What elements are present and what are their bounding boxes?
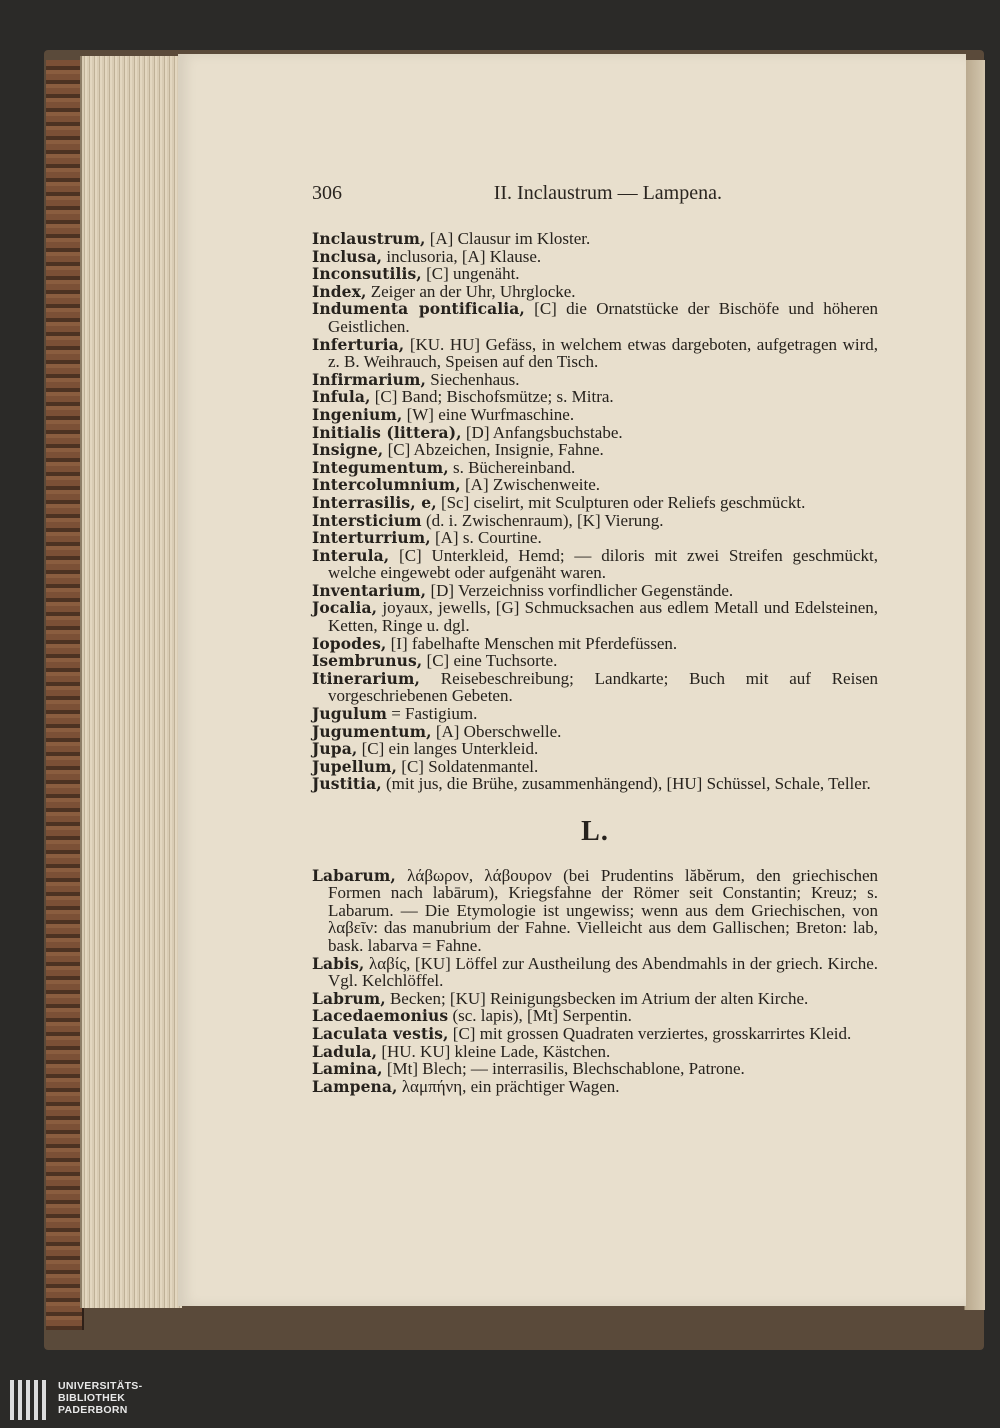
dictionary-entry (312, 1025, 878, 1043)
entry-headword: Infirmarium, (312, 369, 427, 389)
entry-definition: [A] Clausur im Kloster. (425, 229, 591, 248)
entry-headword: Insigne, (312, 440, 384, 460)
entry-headword: Initialis (littera), (312, 422, 462, 442)
entry-headword: Lampena, (312, 1076, 398, 1096)
dictionary-entry (312, 476, 878, 494)
dictionary-entry (312, 300, 878, 335)
entry-headword: Interrasilis, e, (312, 492, 437, 512)
dictionary-entry (312, 1007, 878, 1025)
entries-section-l (312, 867, 878, 1096)
entry-headword: Inconsutilis, (312, 264, 422, 284)
dictionary-entry (312, 529, 878, 547)
entry-definition: λαμπήνη, ein prächtiger Wagen. (397, 1076, 620, 1096)
library-logo-icon (10, 1380, 50, 1420)
entry-headword: Interula, (312, 545, 390, 565)
entry-headword: Laculata vestis, (312, 1023, 449, 1043)
entry-headword: Isembrunus, (312, 651, 423, 671)
entry-definition: inclusoria, [A] Klause. (382, 246, 542, 266)
entry-definition: joyaux, jewells, [G] Schmucksachen aus edlem Metall und Edelsteinen, Ketten, Ringe u. dgl. (328, 598, 878, 636)
entry-definition: [C] Soldatenmantel. (397, 756, 539, 776)
entry-headword: Iopodes, (312, 633, 387, 653)
entry-definition: [A] s. Courtine. (430, 528, 542, 548)
entry-definition: [C] eine Tuchsorte. (422, 651, 558, 671)
entry-definition: [A] Oberschwelle. (431, 721, 562, 741)
library-logo (0, 1374, 200, 1428)
entry-definition: [C] ungenäht. (421, 264, 520, 284)
entry-definition: [C] ein langes Unterkleid. (357, 739, 539, 759)
entry-headword: Inclusa, (312, 246, 383, 266)
entry-definition: [D] Verzeichniss vorfindlicher Gegenstände. (426, 580, 734, 600)
entry-definition: [Mt] Blech; — interrasilis, Blechschablone, Patrone. (382, 1059, 745, 1079)
entry-definition: (sc. lapis), [Mt] Serpentin. (448, 1006, 632, 1026)
entry-definition: (mit jus, die Brühe, zusammenhängend), [HU] Schüssel, Schale, Teller. (381, 774, 871, 794)
dictionary-entry (312, 1060, 878, 1078)
book-page (178, 54, 966, 1306)
running-title: II. Inclaustrum — Lampena. (493, 182, 722, 204)
entry-headword: Jugumentum, (312, 721, 432, 741)
dictionary-entry (312, 265, 878, 283)
dictionary-entry (312, 740, 878, 758)
dictionary-entry (312, 371, 878, 389)
dictionary-entry (312, 230, 878, 248)
dictionary-entry (312, 441, 878, 459)
entry-headword: Labarum, (312, 865, 396, 885)
entry-definition: Siechenhaus. (426, 369, 520, 389)
entry-headword: Ladula, (312, 1041, 378, 1061)
dictionary-entry (312, 635, 878, 653)
entry-headword: Jupellum, (312, 756, 398, 776)
dictionary-entry (312, 283, 878, 301)
entry-headword: Ingenium, (312, 404, 403, 424)
entry-definition: (d. i. Zwischenraum), [K] Vierung. (421, 510, 664, 530)
right-page-edge (964, 60, 985, 1310)
dictionary-entry (312, 758, 878, 776)
entries-section-i (312, 230, 878, 793)
entry-definition: Reisebeschreibung; Landkarte; Buch mit auf Reisen vorgeschriebenen Gebeten. (328, 668, 878, 706)
book-spine (46, 60, 84, 1330)
entry-definition: [C] Unterkleid, Hemd; — diloris mit zwei Streifen geschmückt, welche eingewebt oder aufgenäht waren. (328, 545, 878, 583)
dictionary-entry (312, 388, 878, 406)
library-logo-line2: BIBLIOTHEK (58, 1392, 126, 1404)
entry-definition: [Sc] ciselirt, mit Sculpturen oder Reliefs geschmückt. (436, 492, 806, 512)
dictionary-entry (312, 867, 878, 955)
page-edges (80, 56, 182, 1308)
dictionary-entry (312, 1078, 878, 1096)
dictionary-entry (312, 512, 878, 530)
dictionary-entry (312, 670, 878, 705)
entry-headword: Labis, (312, 953, 365, 973)
page-number: 306 (312, 182, 342, 204)
dictionary-entry (312, 775, 878, 793)
entry-headword: Jugulum (312, 704, 387, 724)
entry-headword: Jupa, (312, 739, 358, 759)
entry-headword: Index, (312, 281, 367, 301)
entry-headword: Integumentum, (312, 457, 449, 477)
entry-definition: λάβωρον, λάβουρον (bei Prudentins lăbĕrum, den griechischen Formen nach labārum), Kriegsfahne der Römer seit Constantin; Kreuz; s. Labarum. — Die Etymologie ist ungewiss; wenn aus dem Griechischen, von λαβεῖν: das manubrium der Fahne. Vielleicht aus dem Gallischen; Breton: lab, bask. labarva = Fahne. (328, 865, 878, 955)
dictionary-entry (312, 990, 878, 1008)
page-header (312, 182, 722, 212)
entry-definition: s. Büchereinband. (448, 457, 576, 477)
entry-definition: [D] Anfangsbuchstabe. (461, 422, 623, 442)
section-letter: L. (581, 816, 609, 847)
entry-definition: Becken; [KU] Reinigungsbecken im Atrium der alten Kirche. (385, 988, 809, 1008)
entry-definition: [HU. KU] kleine Lade, Kästchen. (377, 1041, 611, 1061)
dictionary-entries (312, 230, 878, 1095)
entry-headword: Infula, (312, 387, 371, 407)
entry-definition: = Fastigium. (386, 704, 478, 724)
dictionary-entry (312, 424, 878, 442)
dictionary-entry (312, 1043, 878, 1061)
entry-headword: Jocalia, (312, 598, 378, 618)
dictionary-entry (312, 547, 878, 582)
dictionary-entry (312, 955, 878, 990)
entry-definition: [C] Abzeichen, Insignie, Fahne. (383, 440, 604, 460)
dictionary-entry (312, 582, 878, 600)
entry-headword: Labrum, (312, 988, 386, 1008)
entry-headword: Inferturia, (312, 334, 405, 354)
entry-definition: [C] die Ornatstücke der Bischöfe und höheren Geistlichen. (328, 299, 878, 336)
entry-definition: [C] mit grossen Quadraten verziertes, grosskarrirtes Kleid. (448, 1023, 852, 1043)
entry-headword: Justitia, (312, 774, 382, 794)
entry-headword: Intercolumnium, (312, 475, 461, 495)
entry-headword: Interturrium, (312, 528, 431, 548)
entry-definition: [KU. HU] Gefäss, in welchem etwas dargeboten, aufgetragen wird, z. B. Weihrauch, Speisen auf den Tisch. (328, 334, 878, 372)
dictionary-entry (312, 599, 878, 634)
entry-headword: Lacedaemonius (312, 1006, 449, 1026)
dictionary-entry (312, 459, 878, 477)
entry-headword: Inventarium, (312, 580, 427, 600)
entry-headword: Intersticium (312, 510, 422, 530)
library-logo-line1: UNIVERSITÄTS- (58, 1380, 143, 1392)
entry-headword: Lamina, (312, 1059, 383, 1079)
entry-definition: λαβίς, [KU] Löffel zur Austheilung des Abendmahls in der griech. Kirche. Vgl. Kelchlöffel. (328, 953, 878, 991)
entry-definition: [I] fabelhafte Menschen mit Pferdefüssen. (386, 633, 678, 653)
library-logo-text (58, 1380, 142, 1416)
entry-headword: Inclaustrum, (312, 229, 426, 248)
dictionary-entry (312, 723, 878, 741)
entry-definition: Zeiger an der Uhr, Uhrglocke. (366, 281, 576, 301)
entry-definition: [W] eine Wurfmaschine. (402, 404, 575, 424)
dictionary-entry (312, 248, 878, 266)
entry-headword: Itinerarium, (312, 668, 420, 688)
dictionary-entry (312, 336, 878, 371)
library-logo-line3: PADERBORN (58, 1404, 128, 1416)
entry-definition: [C] Band; Bischofsmütze; s. Mitra. (370, 387, 614, 407)
entry-headword: Indumenta pontificalia, (312, 299, 525, 319)
entry-definition: [A] Zwischenweite. (460, 475, 601, 495)
dictionary-entry (312, 705, 878, 723)
dictionary-entry (312, 494, 878, 512)
dictionary-entry (312, 406, 878, 424)
dictionary-entry (312, 652, 878, 670)
